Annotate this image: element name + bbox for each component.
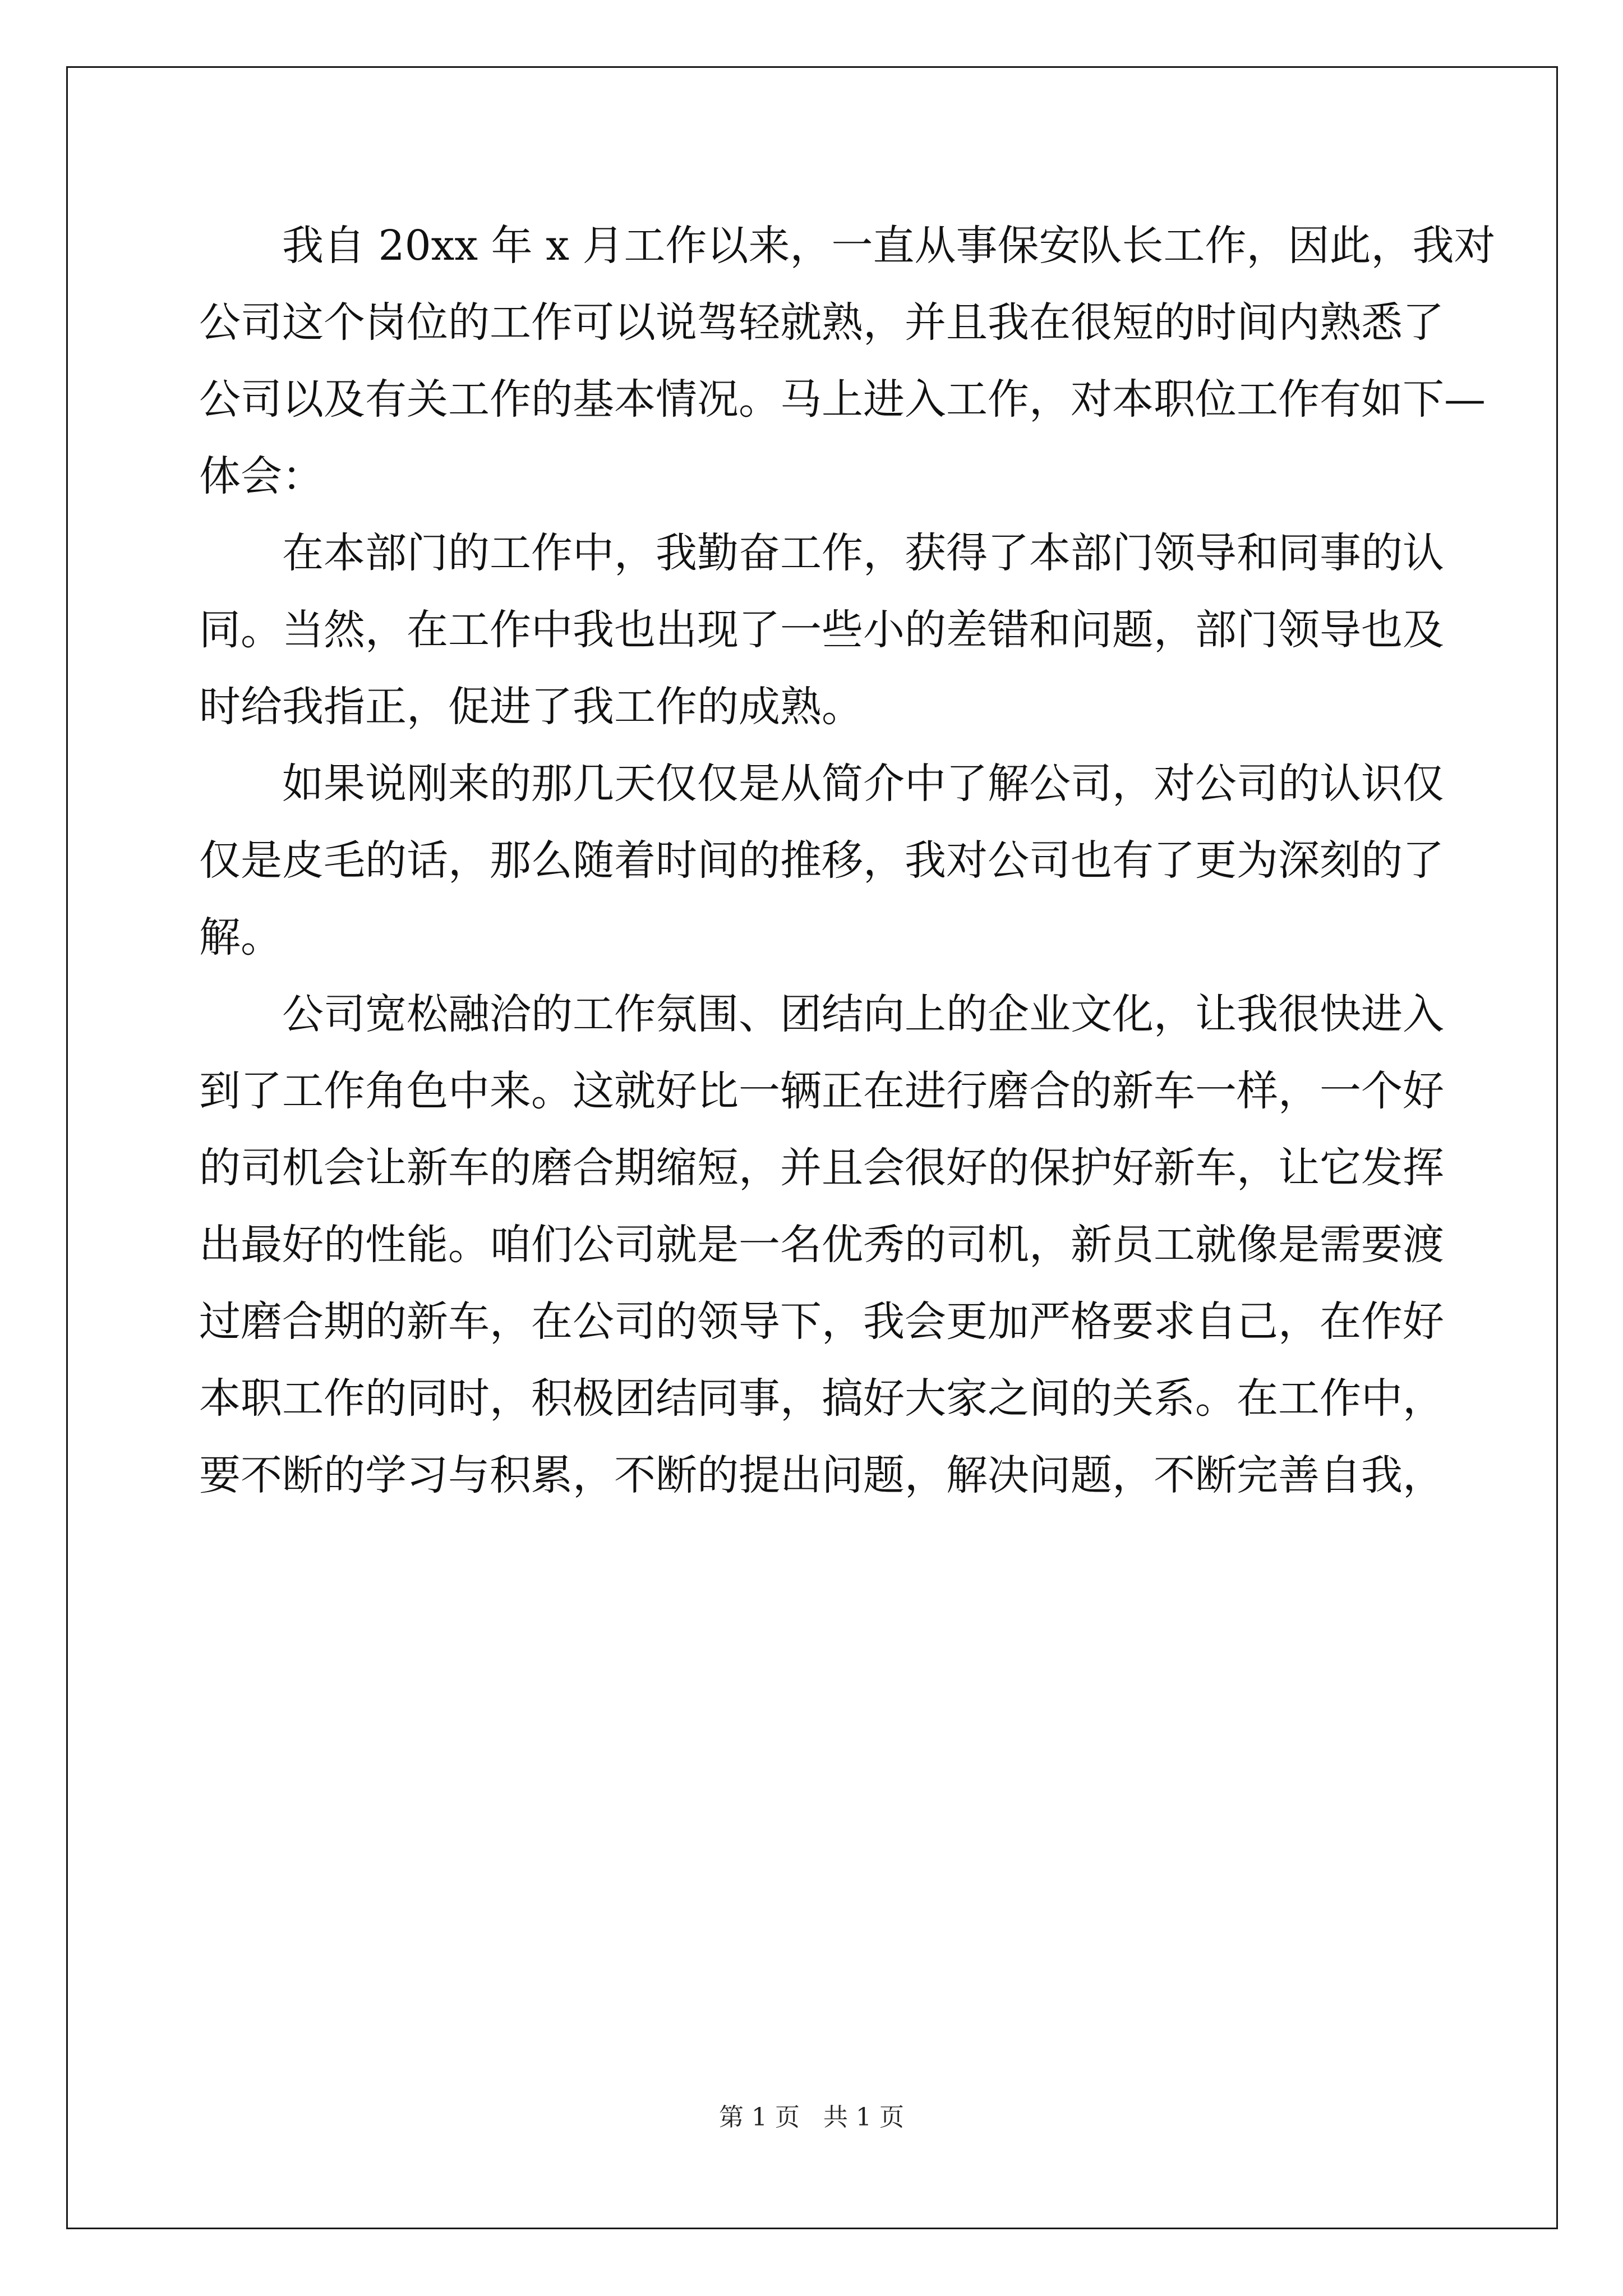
text-line: 的司机会让新车的磨合期缩短，并且会很好的保护好新车，让它发挥 bbox=[199, 1144, 1444, 1192]
text-line: 我自 20xx 年 x 月工作以来，一直从事保安队长工作，因此，我对 bbox=[282, 222, 1496, 270]
text-line: 同。当然，在工作中我也出现了一些小的差错和问题，部门领导也及 bbox=[199, 606, 1444, 654]
text-line: 公司这个岗位的工作可以说驾轻就熟，并且我在很短的时间内熟悉了 bbox=[199, 298, 1444, 347]
page-number: 第 1 页 bbox=[719, 2103, 800, 2132]
text-line: 时给我指正，促进了我工作的成熟。 bbox=[199, 683, 863, 731]
text-line: 出最好的性能。咱们公司就是一名优秀的司机，新员工就像是需要渡 bbox=[199, 1221, 1444, 1269]
text-line: 到了工作角色中来。这就好比一辆正在进行磨合的新车一样，一个好 bbox=[199, 1067, 1444, 1115]
text-line: 本职工作的同时，积极团结同事，搞好大家之间的关系。在工作中， bbox=[199, 1374, 1444, 1423]
text-line: 在本部门的工作中，我勤奋工作，获得了本部门领导和同事的认 bbox=[282, 529, 1444, 577]
text-line: 体会： bbox=[199, 452, 324, 500]
text-line: 仅是皮毛的话，那么随着时间的推移，我对公司也有了更为深刻的了 bbox=[199, 836, 1444, 885]
text-line: 要不断的学习与积累，不断的提出问题，解决问题，不断完善自我， bbox=[199, 1451, 1444, 1499]
document-body bbox=[199, 208, 1496, 1514]
text-line: 如果说刚来的那几天仅仅是从简介中了解公司，对公司的认识仅 bbox=[282, 760, 1444, 808]
page-footer bbox=[0, 2101, 1623, 2134]
text-line: 过磨合期的新车，在公司的领导下，我会更加严格要求自己，在作好 bbox=[199, 1297, 1444, 1346]
page-total: 共 1 页 bbox=[823, 2103, 904, 2132]
text-line: 解。 bbox=[199, 913, 282, 961]
text-line: 公司宽松融洽的工作氛围、团结向上的企业文化，让我很快进入 bbox=[282, 990, 1444, 1038]
text-line: 公司以及有关工作的基本情况。马上进入工作，对本职位工作有如下— bbox=[199, 375, 1486, 424]
